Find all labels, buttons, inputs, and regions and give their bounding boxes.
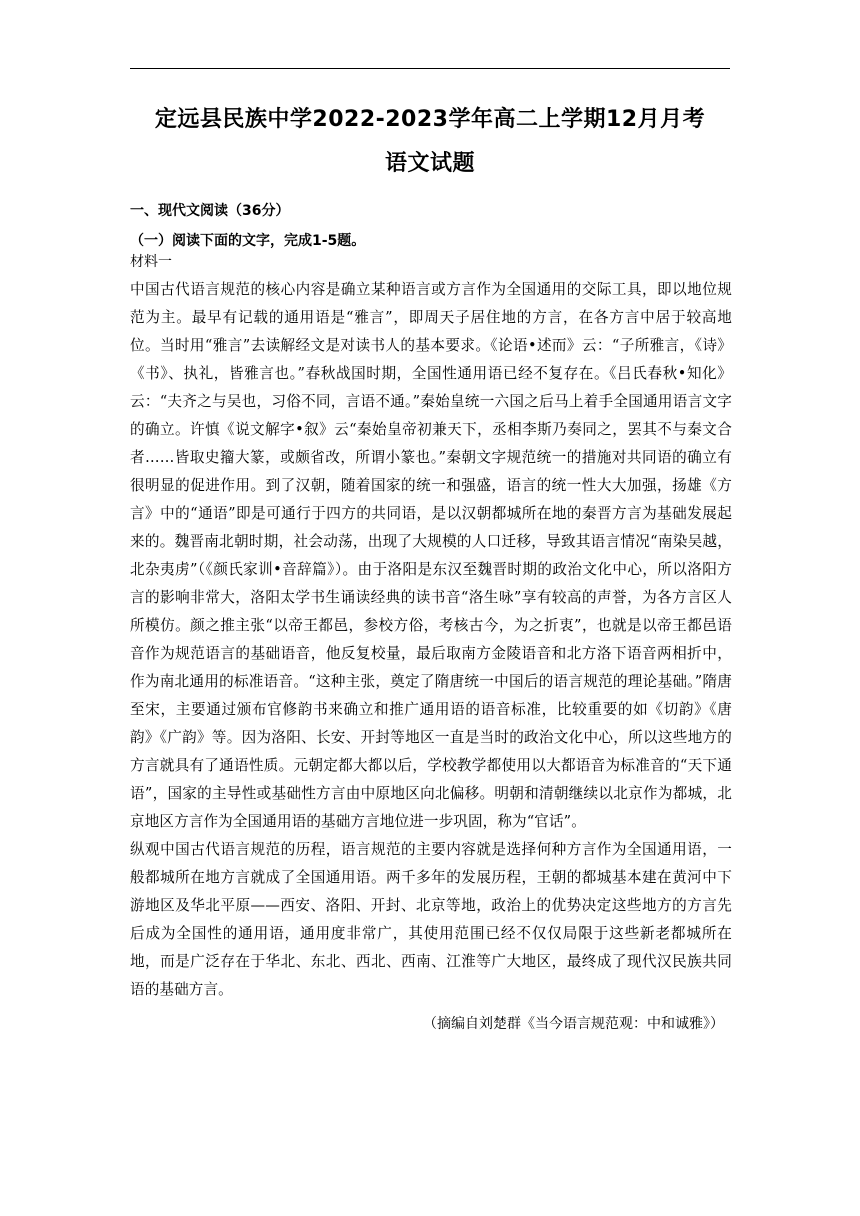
section-heading: 一、现代文阅读（36分）: [130, 203, 290, 219]
exam-subject-title: 语文试题: [384, 151, 475, 176]
paragraph-1: 中国古代语言规范的核心内容是确立某种语言或方言作为全国通用的交际工具，即以地位规范为主。最早有记载的通用语是“雅言”，即周天子居住地的方言，在各方言中居于较高地位。当时用“雅言”去读解经文是对读书人的基本要求。《论语•述而》云：“子所雅言，《诗》《书》、执礼，皆雅言也。”春秋战国时期，全国性通用语已经不复存在。《吕氏春秋•知化》云：“夫齐之与吴也，习俗不同，言语不通。”秦始皇统一六国之后马上着手全国通用语言文字的确立。许慎《说文解字•叙》云“秦始皇帝初兼天下，丞相李斯乃奏同之，罢其不与秦文合者……皆取史籀大篆，或颇省改，所谓小篆也。”秦朝文字规范统一的措施对共同语的确立有很明显的促进作用。到了汉朝，随着国家的统一和强盛，语言的统一性大大加强，扬雄《方言》中的“通语”即是可通行于四方的共同语，是以汉朝都城所在地的秦晋方言为基础发展起来的。魏晋南北朝时期，社会动荡，出现了大规模的人口迁移，导致其语言情况“南染吴越，北杂夷虏”（《颜氏家训•音辞篇》）。由于洛阳是东汉至魏晋时期的政治文化中心，所以洛阳方言的影响非常大，洛阳太学书生诵读经典的读书音“洛生咏”享有较高的声誉，为各方言区人所模仿。颜之推主张“以帝王都邑，参校方俗，考核古今，为之折衷”，也就是以帝王都邑语音作为规范语言的基础语音，他反复校量，最后取南方金陵语音和北方洛下语音两相折中，作为南北通用的标准语音。“这种主张，奠定了隋唐统一中国后的语言规范的理论基础。”隋唐至宋，主要通过颁布官修韵书来确立和推广通用语的语音标准，比较重要的如《切韵》《唐韵》《广韵》等。因为洛阳、长安、开封等地区一直是当时的政治文化中心，所以这些地方的方言就具有了通语性质。元朝定都大都以后，学校教学都使用以大都语音为标准音的“天下通语”，国家的主导性或基础性方言由中原地区向北偏移。明朝和清朝继续以北京作为都城，北京地区方言作为全国通用语的基础方言地位进一步巩固，称为“官话”。: [130, 281, 732, 830]
material-label: 材料一: [130, 254, 172, 270]
exam-title: 定远县民族中学2022-2023学年高二上学期12月月考: [154, 107, 706, 132]
subsection-heading: （一）阅读下面的文字，完成1-5题。: [130, 233, 366, 249]
header-rule: [130, 68, 730, 69]
paragraph-2: 纵观中国古代语言规范的历程，语言规范的主要内容就是选择何种方言作为全国通用语，一般都城所在地方言就成了全国通用语。两千多年的发展历程，王朝的都城基本建在黄河中下游地区及华北平原——西安、洛阳、开封、北京等地，政治上的优势决定这些地方的方言先后成为全国性的通用语，通用度非常广，其使用范围已经不仅仅局限于这些新老都城所在地，而是广泛存在于华北、东北、西北、西南、江淮等广大地区，最终成了现代汉民族共同语的基础方言。: [130, 841, 732, 998]
source-citation: （摘编自刘楚群《当今语言规范观：中和诚雅》）: [423, 1016, 724, 1032]
document-body: [130, 200, 732, 1038]
